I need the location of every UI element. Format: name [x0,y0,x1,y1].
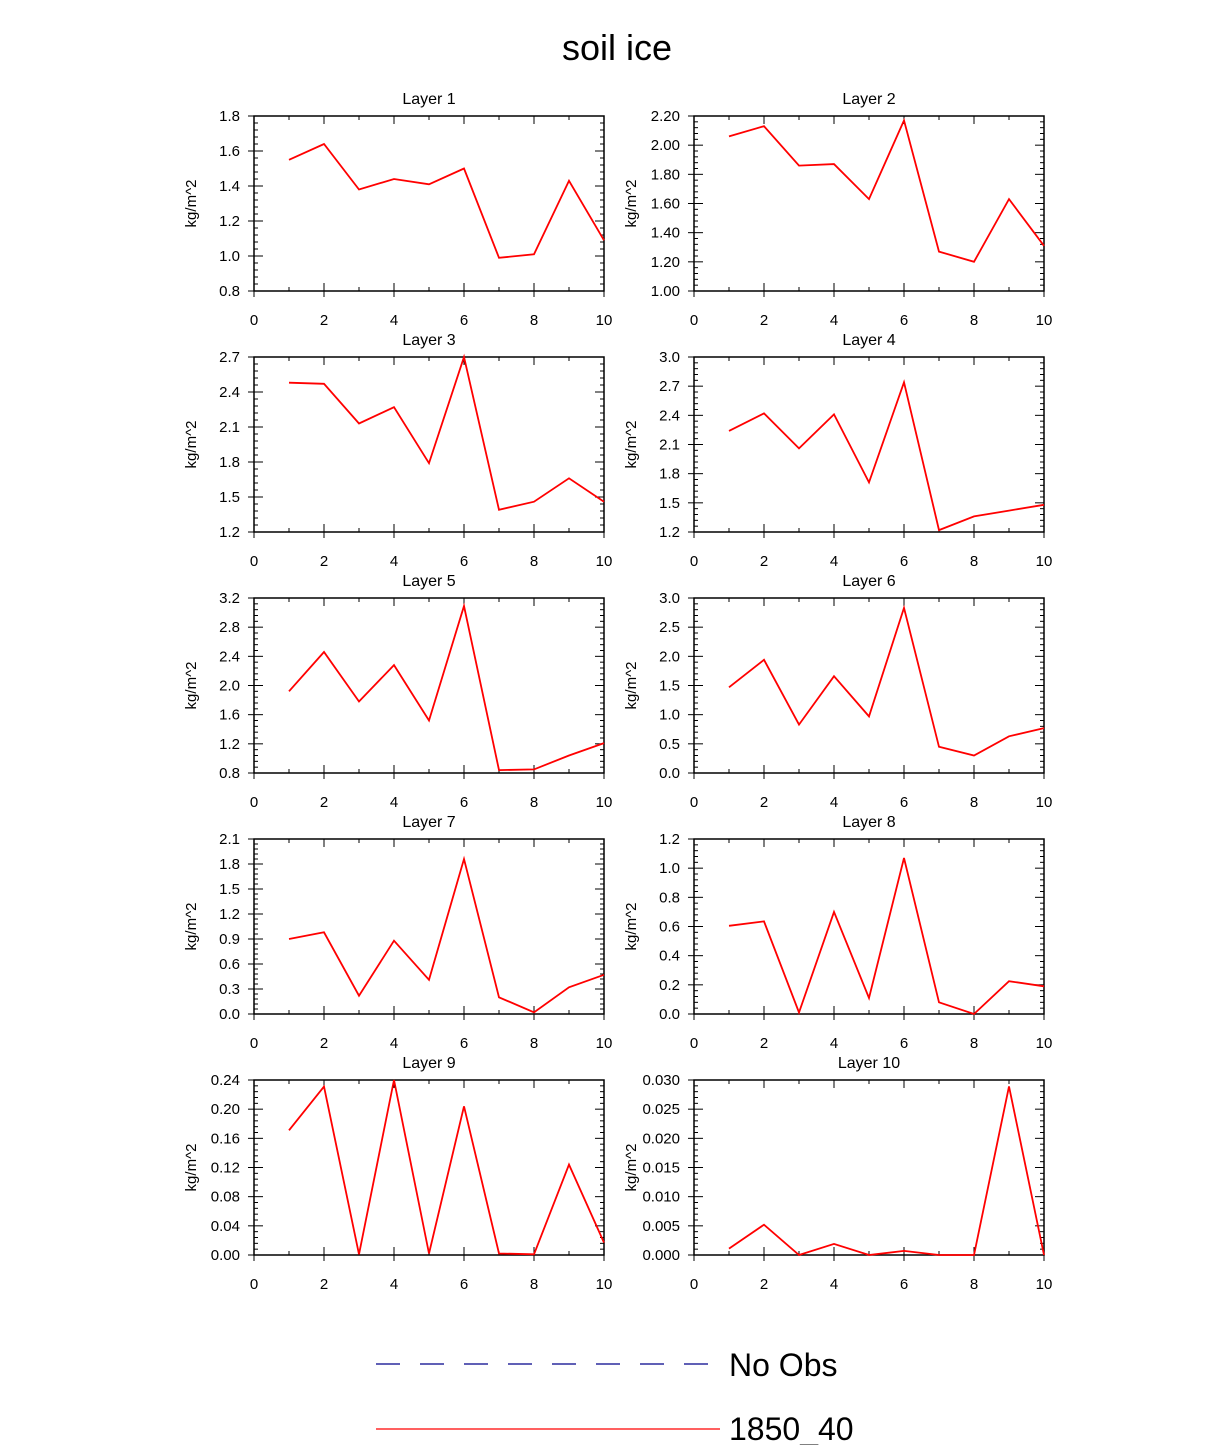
y-tick-label: 0.0 [219,1006,240,1023]
y-tick-label: 0.8 [219,765,240,782]
y-axis-label: kg/m^2 [623,180,640,228]
plot-frame [254,1080,604,1255]
series-line [729,858,1044,1014]
panel-title: Layer 7 [402,814,455,831]
legend-label-no-obs: No Obs [729,1347,837,1383]
panel-title: Layer 2 [842,91,895,108]
x-tick-label: 4 [390,794,398,811]
x-tick-label: 0 [690,794,698,811]
y-tick-label: 2.1 [219,831,240,848]
y-axis-label: kg/m^2 [183,421,200,469]
x-tick-label: 6 [900,1276,908,1293]
x-tick-label: 8 [970,553,978,570]
figure-title: soil ice [562,27,672,68]
panel-title: Layer 6 [842,573,895,590]
y-tick-label: 1.0 [659,860,680,877]
x-tick-label: 2 [760,794,768,811]
y-tick-label: 1.4 [219,178,240,195]
y-tick-label: 1.2 [219,213,240,230]
y-tick-label: 1.2 [659,831,680,848]
x-tick-label: 6 [460,1035,468,1052]
x-tick-label: 0 [250,553,258,570]
panel-10 [623,1055,1052,1293]
series-line [289,606,604,770]
y-tick-label: 3.2 [219,590,240,607]
x-tick-label: 6 [900,1035,908,1052]
y-tick-label: 1.8 [219,454,240,471]
panel-7 [183,814,612,1052]
panel-6 [623,573,1052,811]
x-tick-label: 4 [390,1035,398,1052]
panel-title: Layer 3 [402,332,455,349]
plot-frame [694,116,1044,291]
panel-9 [183,1055,612,1293]
y-tick-label: 0.030 [642,1072,680,1089]
y-tick-label: 3.0 [659,590,680,607]
y-tick-label: 0.16 [211,1130,240,1147]
x-tick-label: 10 [1036,553,1053,570]
y-tick-label: 2.0 [219,678,240,695]
x-tick-label: 0 [250,1276,258,1293]
panels [183,91,1052,1293]
y-tick-label: 0.6 [659,919,680,936]
y-axis-label: kg/m^2 [623,421,640,469]
x-tick-label: 6 [460,1276,468,1293]
x-tick-label: 10 [596,553,613,570]
y-tick-label: 1.6 [219,143,240,160]
y-tick-label: 1.00 [651,283,680,300]
y-tick-label: 0.015 [642,1160,680,1177]
series-line [729,1086,1044,1255]
y-tick-label: 2.7 [659,378,680,395]
y-tick-label: 0.8 [659,889,680,906]
y-tick-label: 0.24 [211,1072,240,1089]
y-tick-label: 1.2 [219,524,240,541]
x-tick-label: 2 [320,794,328,811]
y-tick-label: 1.5 [659,495,680,512]
x-tick-label: 0 [690,553,698,570]
panel-title: Layer 5 [402,573,455,590]
y-tick-label: 1.5 [219,489,240,506]
y-tick-label: 0.005 [642,1218,680,1235]
y-axis-label: kg/m^2 [183,662,200,710]
x-tick-label: 10 [596,1276,613,1293]
panel-4 [623,332,1052,570]
y-tick-label: 0.000 [642,1247,680,1264]
panel-title: Layer 1 [402,91,455,108]
y-axis-label: kg/m^2 [623,1144,640,1192]
y-axis-label: kg/m^2 [623,662,640,710]
x-tick-label: 4 [830,794,838,811]
panel-3 [183,332,612,570]
y-tick-label: 2.0 [659,648,680,665]
series-line [289,1080,604,1254]
x-tick-label: 8 [530,553,538,570]
x-tick-label: 4 [830,312,838,329]
series-line [729,120,1044,261]
series-line [729,382,1044,530]
y-tick-label: 0.3 [219,981,240,998]
y-axis-label: kg/m^2 [183,903,200,951]
series-line [289,144,604,258]
series-line [289,859,604,1012]
y-tick-label: 2.4 [219,384,240,401]
y-tick-label: 0.8 [219,283,240,300]
x-tick-label: 2 [320,312,328,329]
y-tick-label: 1.8 [219,108,240,125]
y-tick-label: 2.00 [651,137,680,154]
panel-title: Layer 8 [842,814,895,831]
y-tick-label: 0.0 [659,765,680,782]
x-tick-label: 4 [830,1035,838,1052]
x-tick-label: 2 [320,553,328,570]
x-tick-label: 6 [460,794,468,811]
y-tick-label: 2.8 [219,619,240,636]
y-tick-label: 0.010 [642,1189,680,1206]
y-axis-label: kg/m^2 [183,1144,200,1192]
x-tick-label: 6 [460,553,468,570]
x-tick-label: 8 [970,1276,978,1293]
x-tick-label: 4 [390,553,398,570]
x-tick-label: 6 [900,553,908,570]
y-tick-label: 0.5 [659,736,680,753]
y-tick-label: 0.020 [642,1130,680,1147]
y-tick-label: 2.1 [659,437,680,454]
plot-frame [254,116,604,291]
x-tick-label: 0 [250,1035,258,1052]
x-tick-label: 6 [900,312,908,329]
plot-frame [694,839,1044,1014]
y-tick-label: 0.025 [642,1101,680,1118]
y-tick-label: 2.1 [219,419,240,436]
y-tick-label: 1.80 [651,166,680,183]
y-tick-label: 3.0 [659,349,680,366]
x-tick-label: 0 [690,312,698,329]
x-tick-label: 2 [320,1276,328,1293]
y-tick-label: 2.7 [219,349,240,366]
y-tick-label: 1.2 [219,906,240,923]
y-tick-label: 0.6 [219,956,240,973]
y-tick-label: 1.5 [219,881,240,898]
x-tick-label: 6 [900,794,908,811]
y-tick-label: 1.8 [659,466,680,483]
plot-frame [694,357,1044,532]
x-tick-label: 8 [530,1035,538,1052]
y-tick-label: 1.2 [219,736,240,753]
x-tick-label: 2 [760,312,768,329]
y-tick-label: 0.2 [659,977,680,994]
x-tick-label: 0 [250,312,258,329]
x-tick-label: 2 [760,553,768,570]
panel-title: Layer 9 [402,1055,455,1072]
plot-frame [254,598,604,773]
x-tick-label: 0 [690,1035,698,1052]
panel-2 [623,91,1052,329]
plot-frame [254,839,604,1014]
x-tick-label: 0 [250,794,258,811]
y-tick-label: 1.6 [219,707,240,724]
x-tick-label: 4 [830,553,838,570]
x-tick-label: 10 [596,1035,613,1052]
legend-entry-no-obs [376,1347,837,1383]
x-tick-label: 8 [970,794,978,811]
y-tick-label: 2.5 [659,619,680,636]
x-tick-label: 8 [970,312,978,329]
x-tick-label: 4 [830,1276,838,1293]
legend-label-1850-40: 1850_40 [729,1411,854,1445]
y-tick-label: 1.60 [651,196,680,213]
y-axis-label: kg/m^2 [623,903,640,951]
panel-8 [623,814,1052,1052]
y-tick-label: 1.0 [219,248,240,265]
y-tick-label: 2.4 [219,648,240,665]
panel-1 [183,91,612,329]
x-tick-label: 10 [1036,794,1053,811]
y-tick-label: 0.9 [219,931,240,948]
y-tick-label: 0.08 [211,1189,240,1206]
x-tick-label: 10 [1036,1276,1053,1293]
legend-entry-1850-40 [376,1411,854,1445]
x-tick-label: 2 [320,1035,328,1052]
x-tick-label: 10 [1036,1035,1053,1052]
y-tick-label: 1.40 [651,225,680,242]
legend [376,1347,854,1445]
y-tick-label: 2.20 [651,108,680,125]
y-tick-label: 0.12 [211,1160,240,1177]
x-tick-label: 0 [690,1276,698,1293]
x-tick-label: 2 [760,1035,768,1052]
y-tick-label: 0.0 [659,1006,680,1023]
series-line [289,357,604,510]
y-tick-label: 1.20 [651,254,680,271]
y-tick-label: 1.2 [659,524,680,541]
y-tick-label: 2.4 [659,407,680,424]
y-tick-label: 1.0 [659,707,680,724]
x-tick-label: 10 [1036,312,1053,329]
x-tick-label: 2 [760,1276,768,1293]
x-tick-label: 6 [460,312,468,329]
y-axis-label: kg/m^2 [183,180,200,228]
series-line [729,608,1044,756]
x-tick-label: 8 [970,1035,978,1052]
panel-title: Layer 4 [842,332,895,349]
panel-5 [183,573,612,811]
y-tick-label: 1.5 [659,678,680,695]
y-tick-label: 0.4 [659,948,680,965]
x-tick-label: 8 [530,794,538,811]
y-tick-label: 0.00 [211,1247,240,1264]
x-tick-label: 8 [530,1276,538,1293]
x-tick-label: 4 [390,1276,398,1293]
panel-title: Layer 10 [838,1055,900,1072]
x-tick-label: 4 [390,312,398,329]
y-tick-label: 0.04 [211,1218,240,1235]
y-tick-label: 1.8 [219,856,240,873]
x-tick-label: 10 [596,794,613,811]
x-tick-label: 8 [530,312,538,329]
x-tick-label: 10 [596,312,613,329]
y-tick-label: 0.20 [211,1101,240,1118]
